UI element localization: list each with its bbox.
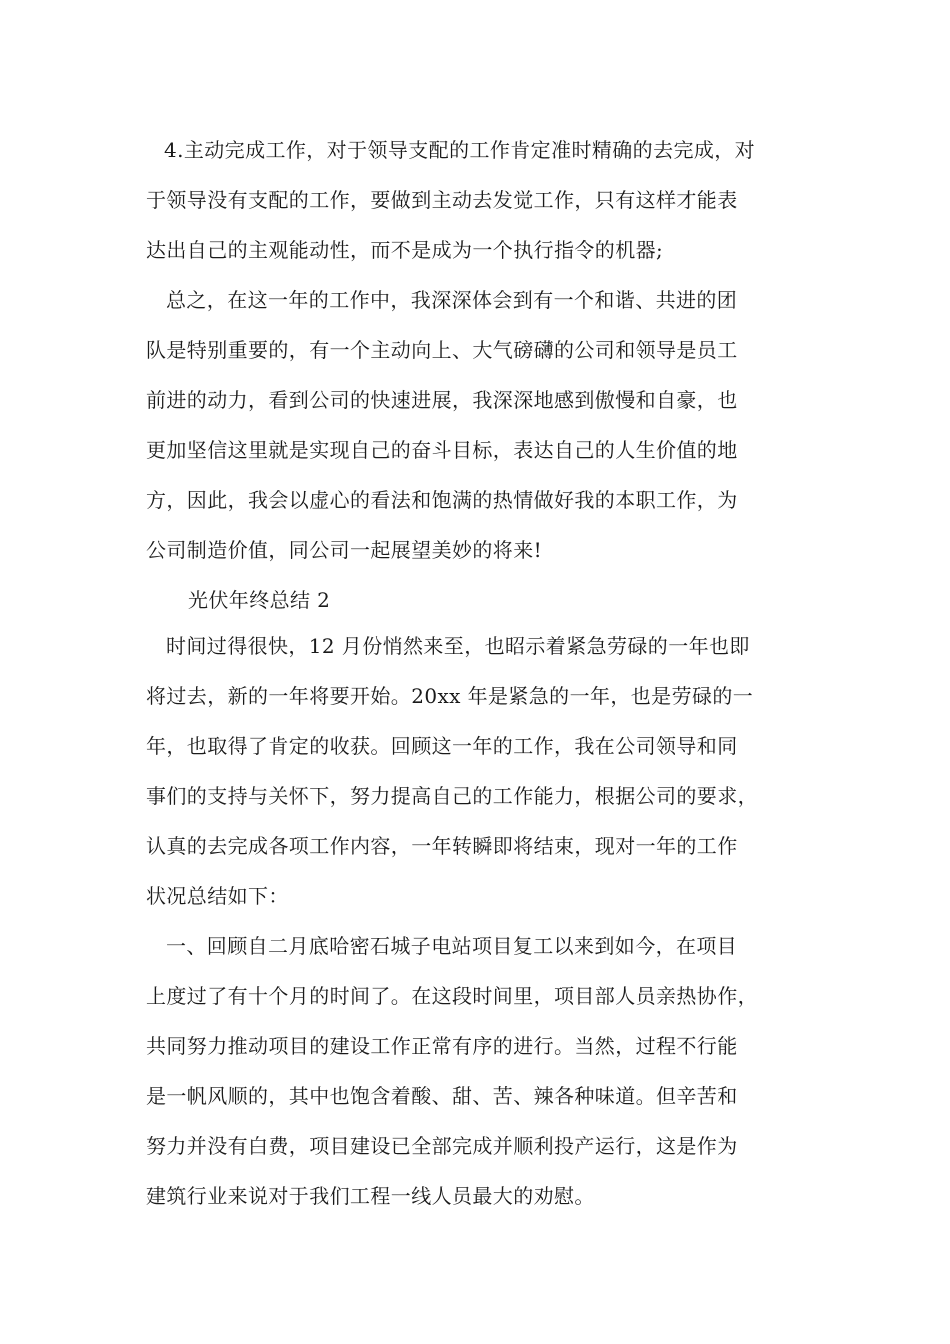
text-line: 方，因此，我会以虚心的看法和饱满的热情做好我的本职工作，为 (146, 488, 738, 512)
text-line: 上度过了有十个月的时间了。在这段时间里，项目部人员亲热协作， (146, 984, 758, 1008)
text-line: 一、回顾自二月底哈密石城子电站项目复工以来到如今，在项目 (166, 934, 738, 958)
text-line: 公司制造价值，同公司一起展望美妙的将来! (146, 538, 543, 562)
text-line: 状况总结如下： (146, 884, 289, 908)
text-line: 事们的支持与关怀下，努力提高自己的工作能力，根据公司的要求， (146, 784, 758, 808)
text-line: 时间过得很快，12 月份悄然来至，也昭示着紧急劳碌的一年也即 (166, 634, 750, 658)
text-line: 将过去，新的一年将要开始。20xx 年是紧急的一年，也是劳碌的一 (146, 684, 754, 708)
text-line: 于领导没有支配的工作，要做到主动去发觉工作，只有这样才能表 (146, 188, 738, 212)
text-line: 队是特别重要的，有一个主动向上、大气磅礴的公司和领导是员工 (146, 338, 738, 362)
text-line: 努力并没有白费，项目建设已全部完成并顺利投产运行，这是作为 (146, 1134, 738, 1158)
text-line: 共同努力推动项目的建设工作正常有序的进行。当然，过程不行能 (146, 1034, 738, 1058)
text-line: 是一帆风顺的，其中也饱含着酸、甜、苦、辣各种味道。但辛苦和 (146, 1084, 738, 1108)
text-line: 4.主动完成工作，对于领导支配的工作肯定准时精确的去完成，对 (164, 138, 756, 162)
text-line: 总之，在这一年的工作中，我深深体会到有一个和谐、共进的团 (166, 288, 738, 312)
section-heading: 光伏年终总结 2 (188, 588, 331, 612)
text-line: 更加坚信这里就是实现自己的奋斗目标，表达自己的人生价值的地 (146, 438, 738, 462)
text-line: 认真的去完成各项工作内容，一年转瞬即将结束，现对一年的工作 (146, 834, 738, 858)
text-line: 达出自己的主观能动性，而不是成为一个执行指令的机器; (146, 238, 664, 262)
text-line: 建筑行业来说对于我们工程一线人员最大的劝慰。 (146, 1184, 595, 1208)
text-line: 前进的动力，看到公司的快速进展，我深深地感到傲慢和自豪，也 (146, 388, 738, 412)
text-line: 年，也取得了肯定的收获。回顾这一年的工作，我在公司领导和同 (146, 734, 738, 758)
